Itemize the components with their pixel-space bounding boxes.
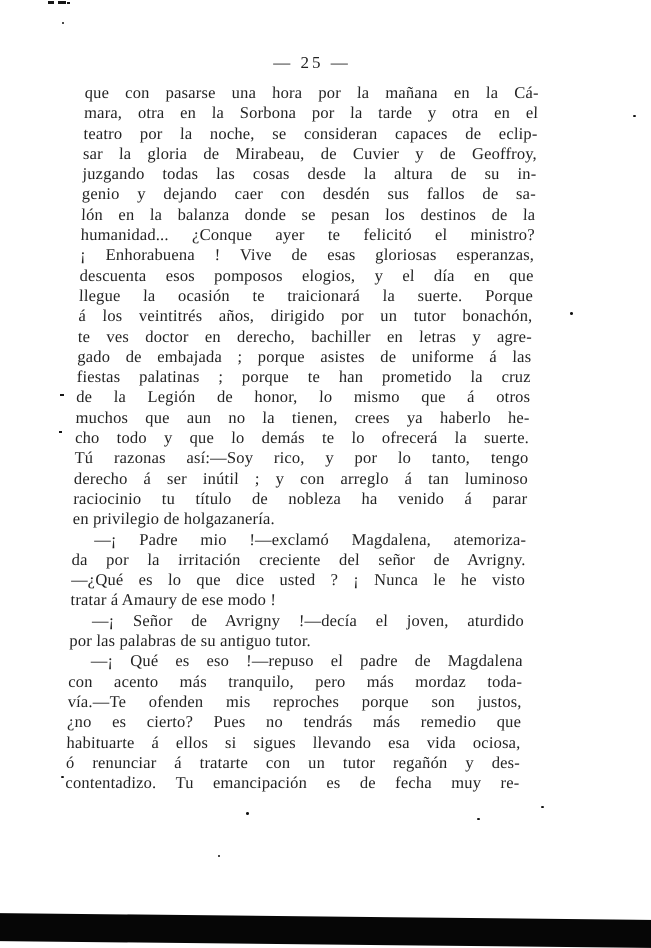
text-line: vía.—Te ofenden mis reproches porque son justos, xyxy=(67,691,522,711)
page-number: — 25 — xyxy=(273,53,351,72)
text-line: gado de embajada ; porque asistes de uniforme á las xyxy=(77,346,532,366)
text-line: con acento más tranquilo, pero más mordaz toda- xyxy=(68,671,523,691)
scan-noise xyxy=(570,312,573,315)
text-line: genio y dejando caer con desdén sus fallos de sa- xyxy=(81,184,537,204)
text-line: Tú razonas así:—Soy rico, y por lo tanto, tengo xyxy=(74,448,529,468)
text-line: humanidad... ¿Conque ayer te felicitó el ministro? xyxy=(80,225,536,245)
text-line: descuenta esos pomposos elogios, y el día en que xyxy=(79,265,534,285)
text-line: cho todo y que lo demás te lo ofrecerá la suerte. xyxy=(74,428,530,448)
scan-noise xyxy=(477,818,480,820)
text-line: raciocinio tu título de nobleza ha venido á parar xyxy=(73,488,528,508)
text-line: ó renunciar á tratarte con un tutor regañón y des- xyxy=(65,752,521,772)
text-line: que con pasarse una hora por la mañana en la Cá- xyxy=(84,83,539,102)
scan-noise xyxy=(541,806,544,808)
text-line: ¡ Enhorabuena ! Vive de esas gloriosas esperanzas, xyxy=(79,245,535,265)
text-line: teatro por la noche, se consideran capaces de eclip- xyxy=(83,123,538,143)
scan-noise xyxy=(633,115,636,117)
scan-noise xyxy=(60,394,64,396)
text-line: —¡ Señor de Avrigny !—decía el joven, aturdido xyxy=(91,610,525,630)
text-line: muchos que aun no la tienen, crees ya haberlo he- xyxy=(75,407,530,427)
scan-noise xyxy=(61,776,64,778)
text-line: á los veintitrés años, dirigido por un tutor bonachón, xyxy=(78,306,533,326)
text-line: fiestas palatinas ; porque te han prometido la cruz xyxy=(76,367,532,387)
scan-noise xyxy=(218,855,220,857)
text-line: —¡ Padre mio !—exclamó Magdalena, atemoriza- xyxy=(93,529,527,549)
text-line: contentadizo. Tu emancipación es de fecha muy re- xyxy=(65,773,520,793)
text-line: en privilegio de holgazanería. xyxy=(72,509,276,529)
body-text xyxy=(65,83,539,793)
text-line: juzgando todas las cosas desde la altura de su in- xyxy=(82,164,537,184)
text-line: sar la gloria de Mirabeau, de Cuvier y de Geoffroy, xyxy=(82,143,538,163)
scan-noise xyxy=(58,1,66,4)
text-line: de la Legión de honor, lo mismo que á otros xyxy=(75,387,531,407)
text-line: te ves doctor en derecho, bachiller en letras y agre- xyxy=(77,326,533,346)
text-line: habituarte á ellos si sigues llevando esa vida ociosa, xyxy=(66,732,521,752)
text-line: ¿no es cierto? Pues no tendrás más remedio que xyxy=(66,712,522,732)
text-line: mara, otra en la Sorbona por la tarde y otra en el xyxy=(83,103,539,123)
text-line: por las palabras de su antiguo tutor. xyxy=(69,631,312,651)
text-line: tratar á Amaury de ese modo ! xyxy=(70,590,277,610)
scan-black-bar xyxy=(0,913,651,948)
scan-noise xyxy=(62,22,64,24)
scan-noise xyxy=(246,812,249,815)
scan-noise xyxy=(67,2,70,4)
scan-noise xyxy=(59,431,62,433)
text-line: da por la irritación creciente del señor de Avrigny. xyxy=(71,549,526,569)
text-line: lón en la balanza donde se pesan los destinos de la xyxy=(81,204,536,224)
text-line: —¡ Qué es eso !—repuso el padre de Magdalena xyxy=(90,651,524,671)
text-line: llegue la ocasión te traicionará la suerte. Porque xyxy=(78,285,534,305)
scan-noise xyxy=(48,1,54,4)
text-line: —¿Qué es lo que dice usted ? ¡ Nunca le he visto xyxy=(70,570,526,590)
text-line: derecho á ser inútil ; y con arreglo á tan luminoso xyxy=(73,468,529,488)
